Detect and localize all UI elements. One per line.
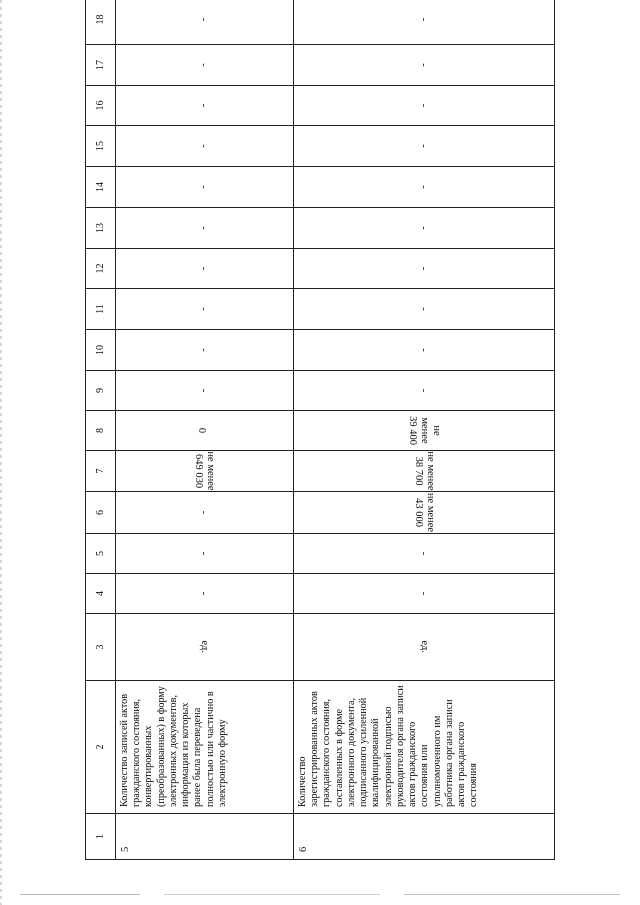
value-cell: - xyxy=(116,126,294,167)
indicators-table xyxy=(85,0,555,860)
value-text: не менее 39 400 xyxy=(406,416,443,445)
value-text: не менее 38 700 xyxy=(413,451,437,491)
indicator-description: Количество записей актов гражданского состояния, конвертированных (преобразованных) в форму электронных документов, информация из которых ранее была переведена полностью или частично в электронную форму xyxy=(116,681,294,814)
value-cell xyxy=(294,492,555,534)
value-cell: - xyxy=(294,371,555,411)
header-cell: 10 xyxy=(86,330,116,371)
header-cell: 12 xyxy=(86,249,116,289)
table-row xyxy=(294,0,555,860)
value-cell: - xyxy=(116,330,294,371)
value-cell: - xyxy=(294,289,555,330)
value-cell: - xyxy=(294,45,555,86)
header-cell: 3 xyxy=(86,614,116,681)
value-text: не менее 649 030 xyxy=(193,451,217,491)
value-cell: 0 xyxy=(116,411,294,451)
value-cell: - xyxy=(294,330,555,371)
header-cell: 11 xyxy=(86,289,116,330)
unit-cell xyxy=(116,614,294,681)
header-cell: 9 xyxy=(86,371,116,411)
header-cell: 5 xyxy=(86,534,116,574)
value-cell: - xyxy=(116,492,294,534)
row-number: 6 xyxy=(294,814,555,860)
value-cell: - xyxy=(116,45,294,86)
value-cell: - xyxy=(294,249,555,289)
table-row xyxy=(116,0,294,860)
header-cell: 4 xyxy=(86,574,116,614)
value-cell xyxy=(294,411,555,451)
value-cell: - xyxy=(116,208,294,249)
unit-text: ед. xyxy=(419,640,431,654)
value-cell xyxy=(116,451,294,492)
header-cell: 6 xyxy=(86,492,116,534)
value-cell: - xyxy=(116,371,294,411)
indicator-description: Количество зарегистрированных актов гражданского состояния, составленных в форме электронного документа, подписанного усиленной квалифицированной электронной подписью руководителя органа записи актов гражданского состояния или уполномоченного им работника органа записи актов гражданского состояния xyxy=(294,681,555,814)
value-cell: - xyxy=(294,167,555,208)
header-cell: 18 xyxy=(86,0,116,45)
rotated-table-wrapper xyxy=(85,15,554,860)
value-cell: - xyxy=(116,574,294,614)
row-number: 5 xyxy=(116,814,294,860)
value-cell: - xyxy=(116,249,294,289)
value-cell: - xyxy=(116,534,294,574)
header-cell: 8 xyxy=(86,411,116,451)
header-cell: 13 xyxy=(86,208,116,249)
scan-artifact-line xyxy=(20,894,620,895)
header-cell: 7 xyxy=(86,451,116,492)
unit-text: ед. xyxy=(199,640,211,654)
value-cell: - xyxy=(294,208,555,249)
value-cell: - xyxy=(116,167,294,208)
header-cell: 2 xyxy=(86,681,116,814)
header-cell: 1 xyxy=(86,814,116,860)
value-cell: - xyxy=(116,86,294,126)
value-cell: - xyxy=(294,0,555,45)
value-cell: - xyxy=(294,86,555,126)
header-cell: 17 xyxy=(86,45,116,86)
value-cell: - xyxy=(116,0,294,45)
value-cell: - xyxy=(294,574,555,614)
value-cell: - xyxy=(294,126,555,167)
header-cell: 15 xyxy=(86,126,116,167)
value-cell: - xyxy=(294,534,555,574)
header-cell: 16 xyxy=(86,86,116,126)
value-cell xyxy=(294,451,555,492)
value-cell: - xyxy=(116,289,294,330)
scan-edge xyxy=(0,0,2,905)
value-text: не менее 43 000 xyxy=(413,492,437,533)
header-cell: 14 xyxy=(86,167,116,208)
header-row xyxy=(86,0,116,860)
unit-cell xyxy=(294,614,555,681)
